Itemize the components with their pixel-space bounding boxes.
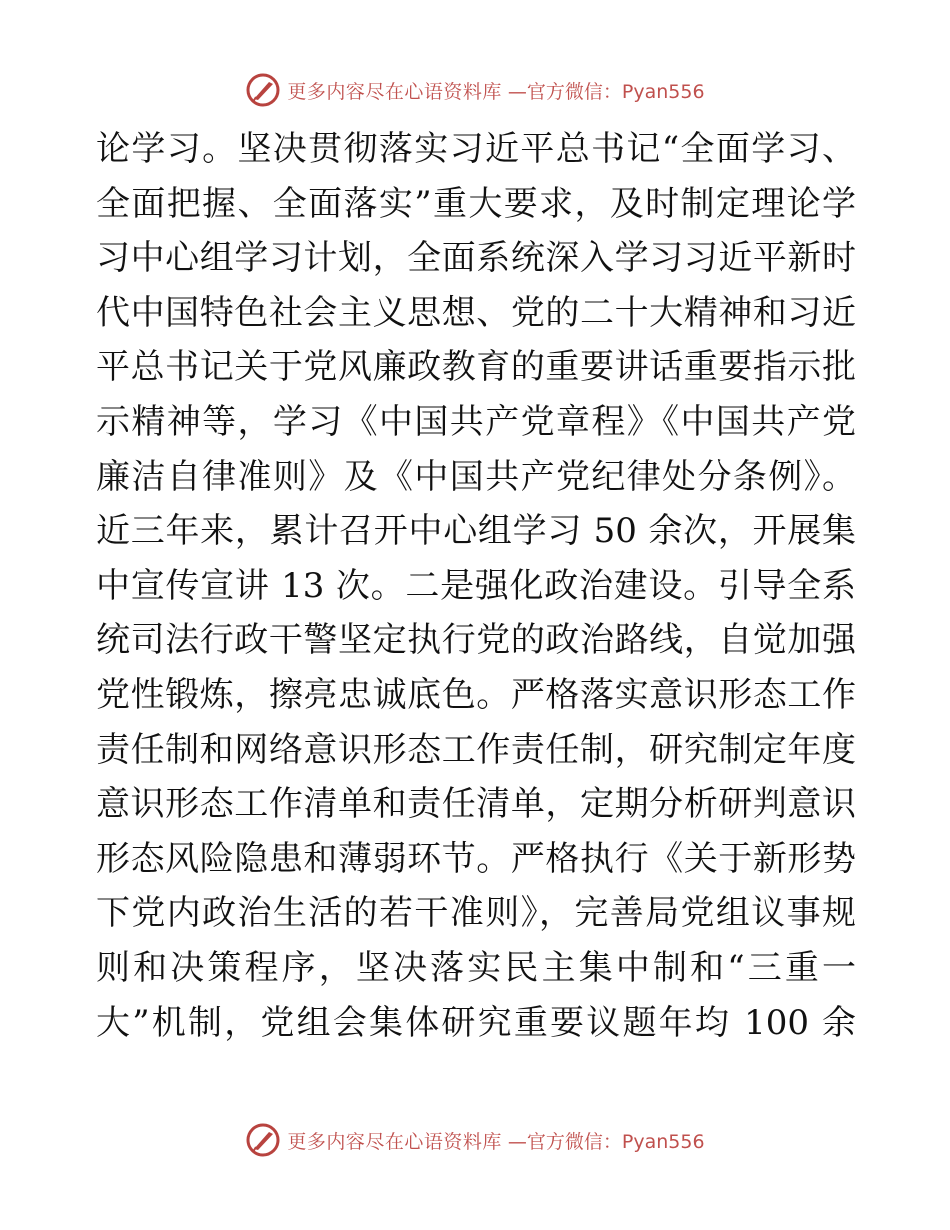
footer-watermark <box>0 1120 950 1160</box>
body-line: 党性锻炼，擦亮忠诚底色。严格落实意识形态工作 <box>96 674 856 715</box>
body-line: 大”机制，党组会集体研究重要议题年均 100 余 <box>96 1002 856 1043</box>
watermark-main-text: 更多内容尽在心语资料库 <box>287 80 502 103</box>
body-line: 下党内政治生活的若干准则》，完善局党组议事规 <box>96 893 856 934</box>
body-line: 代中国特色社会主义思想、党的二十大精神和习近 <box>96 292 856 333</box>
body-line: 统司法行政干警坚定执行党的政治路线，自觉加强 <box>96 620 856 661</box>
body-line: 示精神等，学习《中国共产党章程》《中国共产党 <box>96 401 856 442</box>
watermark-main-text: 更多内容尽在心语资料库 <box>287 1130 502 1153</box>
body-line: 全面把握、全面落实”重大要求，及时制定理论学 <box>96 183 856 224</box>
quill-logo-icon <box>245 72 281 108</box>
body-line: 中宣传宣讲 13 次。二是强化政治建设。引导全系 <box>96 565 856 606</box>
body-line: 近三年来，累计召开中心组学习 50 余次，开展集 <box>96 511 856 552</box>
watermark-wechat-text: —官方微信：Pyan556 <box>507 80 705 103</box>
body-line: 责任制和网络意识形态工作责任制，研究制定年度 <box>96 729 856 770</box>
quill-logo-icon <box>245 1122 281 1158</box>
document-body <box>96 122 856 1050</box>
header-watermark <box>0 70 950 110</box>
body-line: 习中心组学习计划，全面系统深入学习习近平新时 <box>96 238 856 279</box>
watermark-wechat-text: —官方微信：Pyan556 <box>507 1130 705 1153</box>
body-line: 廉洁自律准则》及《中国共产党纪律处分条例》。 <box>96 456 856 497</box>
body-line: 平总书记关于党风廉政教育的重要讲话重要指示批 <box>96 347 856 388</box>
body-line: 意识形态工作清单和责任清单，定期分析研判意识 <box>96 784 856 825</box>
body-line: 则和决策程序，坚决落实民主集中制和“三重一 <box>96 947 856 988</box>
body-line: 论学习。坚决贯彻落实习近平总书记“全面学习、 <box>96 129 856 169</box>
body-line: 形态风险隐患和薄弱环节。严格执行《关于新形势 <box>96 838 856 879</box>
